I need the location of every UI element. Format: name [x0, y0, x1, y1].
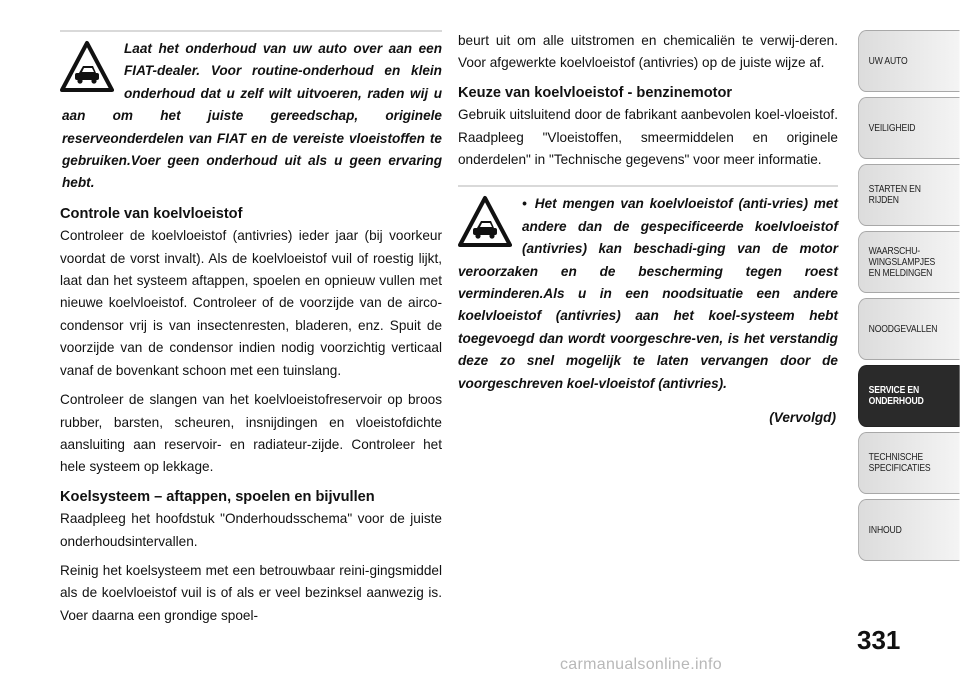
chapter-tabs [858, 30, 960, 566]
left-column [60, 30, 442, 627]
warning-text [458, 193, 838, 395]
warning-body: Het mengen van koelvloeistof (anti-vries) met andere dan de gespecificeerde koelvloeistof (antivries) kan beschadi-ging van de motor veroorzaken en de bescherming tegen roest verminderen.Als u in een noodsituatie een andere koelvloeistof (antivries) aan het koel-systeem hebt toegevoegd dan wordt voorgeschre-ven, is het verstandig deze zo snel mogelijk te laten vervangen door de voorgeschreven koel-vloeistof (antivries). [458, 196, 838, 391]
paragraph-hoses: Controleer de slangen van het koelvloeistofreservoir op broos rubber, barsten, scheuren, insnijdingen en vloeistofdichte aansluiting aan reservoir- en radiateur-zijde. Controleer het hele systeem op lekkage. [60, 392, 442, 475]
tab-service-en-onderhoud[interactable]: SERVICE EN ONDERHOUD [858, 365, 960, 427]
watermark: carmanualsonline.info [560, 656, 722, 673]
continued-label: (Vervolgd) [769, 410, 836, 426]
right-column [458, 30, 838, 430]
bullet: • [522, 196, 527, 212]
paragraph-continuation: beurt uit om alle uitstromen en chemicaliën te verwij-deren. Voor afgewerkte koelvloeistof (antivries) op de juiste wijze af. [458, 33, 838, 71]
paragraph-schedule: Raadpleeg het hoofdstuk "Onderhoudsschema" voor de juiste onderhoudsintervallen. [60, 511, 442, 549]
heading-cooling-system: Koelsysteem – aftappen, spoelen en bijvullen [60, 488, 375, 505]
tab-waarschuwingslampjes[interactable]: WAARSCHU- WINGSLAMPJES EN MELDINGEN [858, 231, 960, 293]
page-number: 331 [857, 625, 901, 655]
tab-technische-specificaties[interactable]: TECHNISCHE SPECIFICATIES [858, 432, 960, 494]
warning-text: Laat het onderhoud van uw auto over aan een FIAT-dealer. Voor routine-onderhoud en klein onderhoud dat u zelf wilt uitvoeren, raden wij u aan om het juiste gereedschap, originele reserveonderdelen van FIAT en de vereiste vloeistoffen te gebruiken.Voer geen onderhoud uit als u geen ervaring hebt. [62, 41, 442, 191]
paragraph-coolant-check: Controleer de koelvloeistof (antivries) ieder jaar (bij voorkeur voordat de vorst invalt). Als de koelvloeistof vuil of roestig lijkt, laat dan het systeem aftappen, spoelen en opnieuw vullen met nieuwe koelvloeistof. Controleer of de voorzijde van de airco-condensor vrij is van insectenresten, bladeren, enz. Spuit de voorzijde van de condensor indien nodig voorzichtig verticaal vanaf de bovenkant schoon met een tuinslang. [60, 228, 442, 378]
heading-coolant-check: Controle van koelvloeistof [60, 205, 243, 222]
tab-veiligheid[interactable]: VEILIGHEID [858, 97, 960, 159]
warning-car-icon [458, 195, 512, 249]
warning-car-icon [60, 40, 114, 94]
tab-inhoud[interactable]: INHOUD [858, 499, 960, 561]
heading-coolant-choice: Keuze van koelvloeistof - benzinemotor [458, 84, 733, 101]
paragraph-coolant-choice: Gebruik uitsluitend door de fabrikant aanbevolen koel-vloeistof. Raadpleeg "Vloeistoffen, smeermiddelen en originele onderdelen" in "Technische gegevens" voor meer informatie. [458, 107, 838, 168]
warning-top-rule [458, 185, 838, 187]
warning-box-maintenance [60, 30, 442, 195]
tab-noodgevallen[interactable]: NOODGEVALLEN [858, 298, 960, 360]
warning-box-mixing [458, 185, 838, 429]
tab-starten-en-rijden[interactable]: STARTEN EN RIJDEN [858, 164, 960, 226]
warning-top-rule [60, 30, 442, 32]
paragraph-cleaning: Reinig het koelsysteem met een betrouwbaar reini-gingsmiddel als de koelvloeistof vuil is of als er veel bezinksel aanwezig is. Voer daarna een grondige spoel- [60, 562, 442, 623]
tab-uw-auto[interactable]: UW AUTO [858, 30, 960, 92]
